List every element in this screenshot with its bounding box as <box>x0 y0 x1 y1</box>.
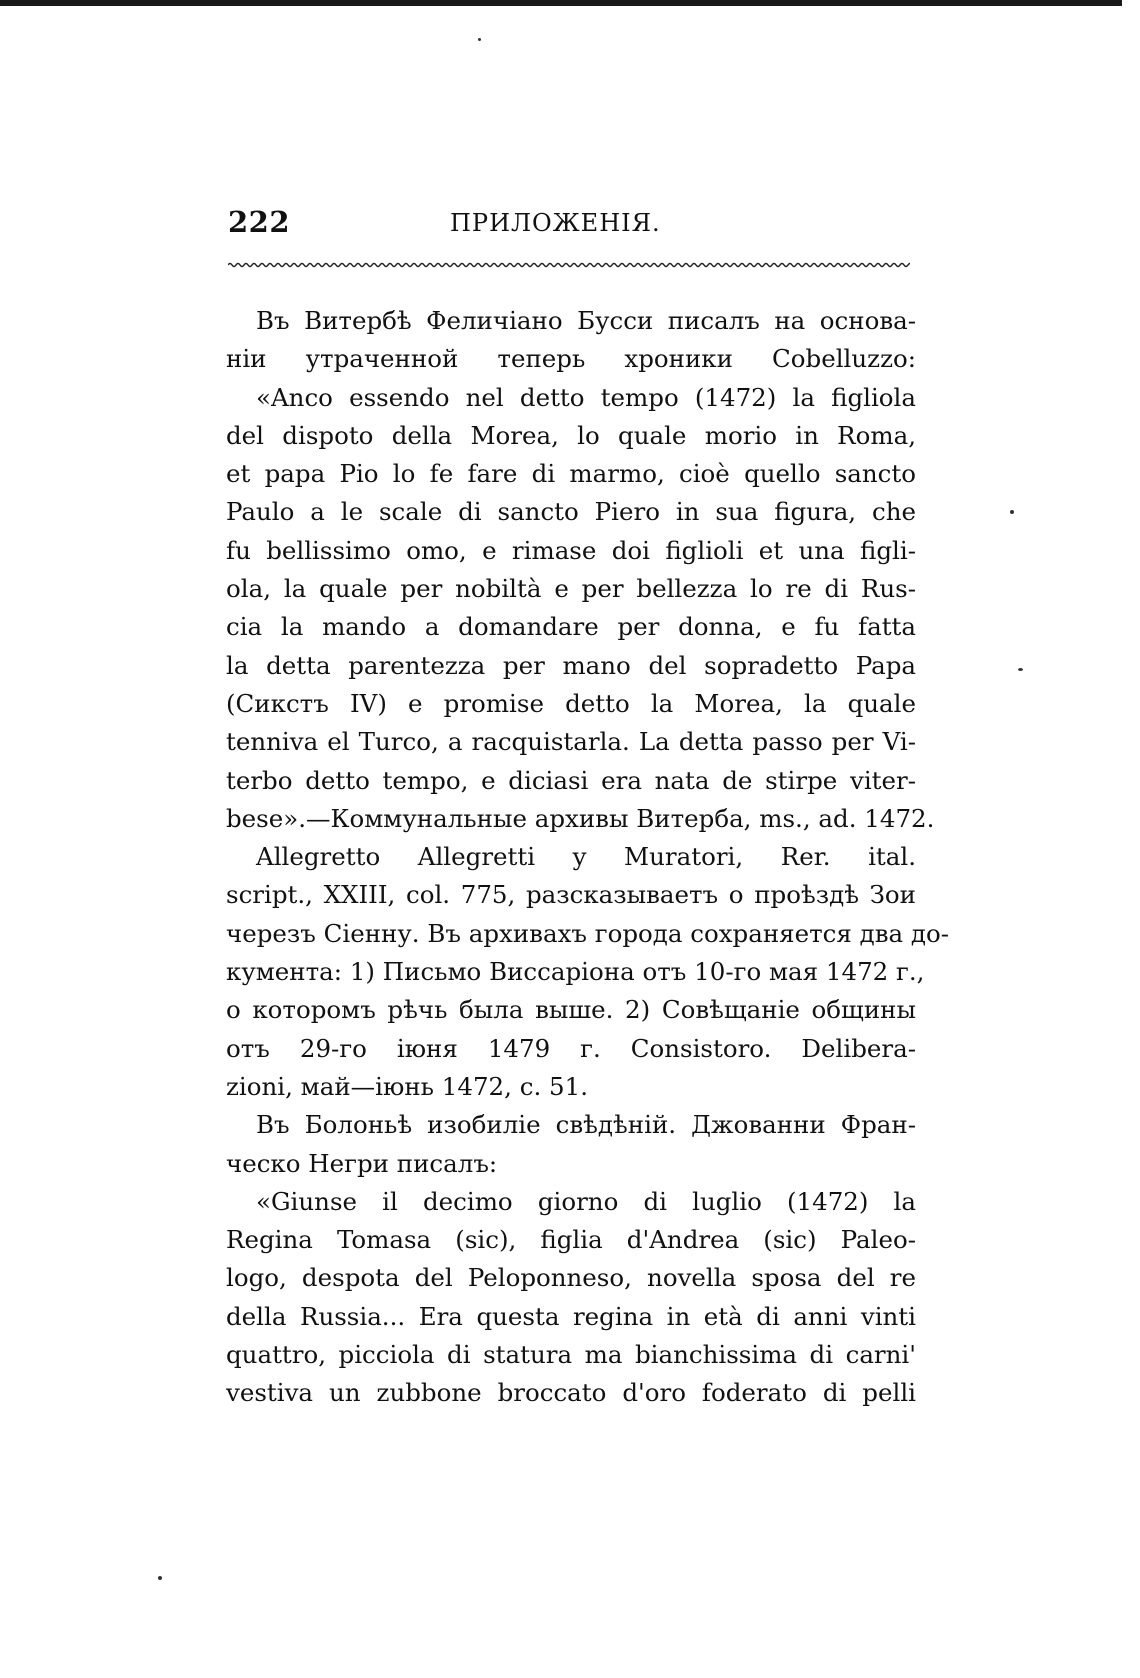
text-line: la detta parentezza per mano del sopradetto Papa <box>226 650 916 680</box>
page-number: 222 <box>228 205 291 239</box>
text-line: zioni, май—іюнь 1472, с. 51. <box>226 1071 588 1101</box>
text-line: о которомъ рѣчь была выше. 2) Совѣщаніе общины <box>226 995 916 1025</box>
text-line: Regina Tomasa (sic), figlia d'Andrea (sic) Paleo- <box>226 1225 916 1255</box>
text-line: cia la mando a domandare per donna, e fu fatta <box>226 612 916 642</box>
text-line: terbo detto tempo, e diciasi era nata de stirpe viter- <box>226 765 916 795</box>
text-line: tenniva el Turco, a racquistarla. La detta passo per Vi- <box>226 727 916 757</box>
text-line: черезъ Сіенну. Въ архивахъ города сохраняется два до- <box>226 918 950 948</box>
text-line: fu bellissimo omo, e rimase doi figlioli et una figli- <box>226 535 916 565</box>
text-line: Allegretto Allegretti y Muratori, Rer. ital. <box>256 842 916 872</box>
text-line: «Anco essendo nel detto tempo (1472) la figliola <box>256 382 916 412</box>
scan-speck <box>1010 510 1014 514</box>
text-line: Paulo a le scale di sancto Piero in sua figura, che <box>226 497 916 527</box>
text-line: Въ Витербѣ Феличіано Бусси писалъ на основа- <box>256 306 916 335</box>
text-line: отъ 29-го іюня 1479 г. Consistoro. Delibera- <box>226 1033 916 1063</box>
text-line: (Сикстъ IV) e promise detto la Morea, la quale <box>226 688 916 718</box>
text-line: quattro, picciola di statura ma bianchissima di carni' <box>226 1340 916 1370</box>
text-line: ola, la quale per nobiltà e per bellezza lo re di Rus- <box>226 574 916 604</box>
wavy-rule <box>228 262 910 268</box>
text-line: della Russia... Era questa regina in età di anni vinti <box>226 1301 916 1331</box>
text-line: del dispoto della Morea, lo quale morio in Roma, <box>226 420 916 450</box>
text-line: кумента: 1) Письмо Виссаріона отъ 10-го мая 1472 г., <box>226 957 925 987</box>
text-line: ческо Негри писалъ: <box>226 1148 498 1178</box>
body-text <box>226 302 950 1413</box>
scan-speck <box>478 38 481 41</box>
text-line: et papa Pio lo fe fare di marmo, cioè quello sancto <box>226 459 916 489</box>
text-line: script., XXIII, col. 775, разсказываетъ о проѣздѣ Зои <box>226 880 916 910</box>
page-top-border <box>0 0 1122 6</box>
running-head: ПРИЛОЖЕНІЯ. <box>450 209 661 237</box>
page-header <box>228 205 918 249</box>
text-line: vestiva un zubbone broccato d'oro foderato di pelli <box>226 1378 916 1408</box>
scan-speck <box>1018 668 1023 671</box>
scan-speck <box>158 1576 162 1580</box>
text-line: logo, despota del Peloponneso, novella sposa del re <box>226 1263 916 1293</box>
text-line: ніи утраченной теперь хроники Cobelluzzo: <box>226 344 916 374</box>
text-line: «Giunse il decimo giorno di luglio (1472) la <box>256 1186 916 1216</box>
text-line: Въ Болоньѣ изобиліе свѣдѣній. Джованни Фран- <box>256 1110 916 1140</box>
text-line: bese».—Коммунальные архивы Витерба, ms., ad. 1472. <box>226 803 935 833</box>
